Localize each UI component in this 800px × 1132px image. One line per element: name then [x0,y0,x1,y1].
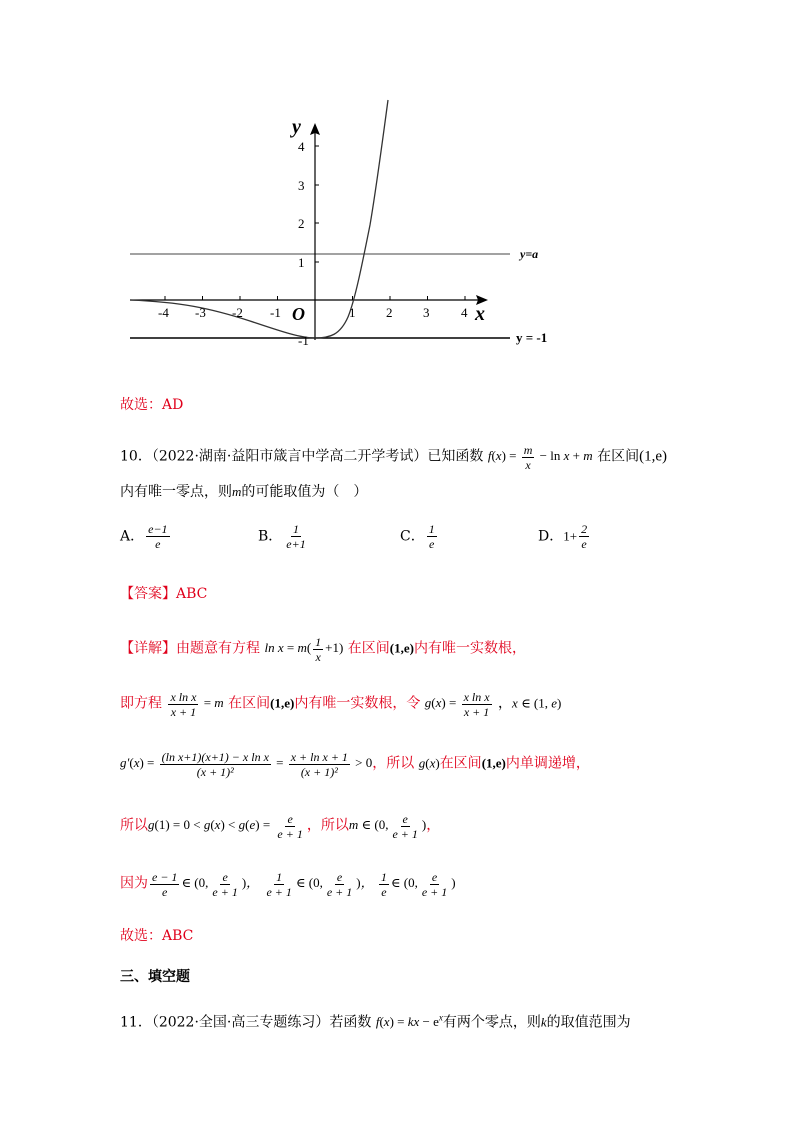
y-tick-label: 1 [298,255,305,270]
q10-detail-line4: 所以g(1) = 0 < g(x) < g(e) = $\frac{e}{e + 1}$ ，所以m ∈ (0, $\frac{e}{e + 1}$ )， [120,812,441,841]
function-curve [130,100,388,338]
q10-option-a: A． $\frac{e-1}{e}$ [120,522,168,551]
x-tick-label: -1 [270,305,281,320]
function-graph [120,95,560,375]
q10-detail-line1: 【详解】由题意有方程 ln x = m( $\frac{1}{x}$ +1) 在区间(1,e)内有唯一实数根， [120,635,526,664]
q10-number: 10． [120,448,152,465]
x-tick-label: -4 [158,305,169,320]
q9-answer: 故选：AD [120,397,184,413]
x-tick-label: 1 [349,305,356,320]
q10-detail-line5: 因为 $\frac{e - 1}{e}$ ∈ (0, $\frac{e}{e + 1}$ )， $\frac{1}{e + 1}$ ∈ (0, $\frac{e}{e + 1}$ )， $\frac{1}{e}$ ∈ (0, $\frac{e}{e + 1}$ ) [120,870,456,899]
section-title: 三、填空题 [120,969,190,985]
y-tick-label: 4 [298,139,305,154]
q10-option-c: C． $\frac{1}{e}$ [400,522,435,551]
x-tick-label: -2 [232,305,243,320]
y-axis-label: y [292,116,301,138]
x-tick-label: 4 [461,305,468,320]
q10-interval: (1,e) [639,448,667,465]
x-axis-label: x [475,303,485,325]
q10-stem-line2: 内有唯一零点，则m的可能取值为（ ） [120,484,368,500]
q10-source: （2022·湖南·益阳市箴言中学高二开学考试）已知函数 [151,448,484,465]
q10-final: 故选：ABC [120,928,194,944]
q10-answer: 【答案】ABC [120,586,208,602]
origin-label: O [292,304,305,324]
x-tick-label: -3 [195,305,206,320]
y-tick-label: 3 [298,178,305,193]
x-tick-label: 2 [386,305,393,320]
line-minus1-label: y = -1 [516,330,548,345]
y-tick-label: 2 [298,216,305,231]
x-tick-label: 3 [423,305,430,320]
q11-stem: 11．（2022·全国·高三专题练习）若函数 f(x) = kx − $e^x$有两个零点，则k的取值范围为 [120,1013,631,1031]
y-tick-label: -1 [298,333,309,348]
q10-option-b: B． $\frac{1}{e+1}$ [258,522,306,551]
q10-detail-line2: 即方程 $\frac{\text{x ln x}}{x + 1}$ = m 在区间(1,e)内有唯一实数根，令 g(x) = $\frac{\text{x ln x}}{x + 1}$ ，x ∈ (1, e) [120,690,562,719]
q10-function: f(x) = $\frac{m}{x}$ − ln x + m [487,443,593,472]
q10-stem-line1: 10．（2022·湖南·益阳市箴言中学高二开学考试）已知函数 f(x) = $\frac{m}{x}$ − ln x + m 在区间(1,e) [120,443,667,472]
q10-detail-line3: g′(x) = $\frac{\text{(ln x+1)(x+1) − x ln x}}{\text{(x + 1)²}}$ = $\frac{\text{x + ln x + 1}}{\text{(x + 1)²}}$ > 0，所以 g(x)在区间(1,e)内单调递增， [120,750,590,779]
q10-option-d: D．1+ $\frac{2}{e}$ [538,522,588,551]
line-a-label: y=a [520,247,539,261]
